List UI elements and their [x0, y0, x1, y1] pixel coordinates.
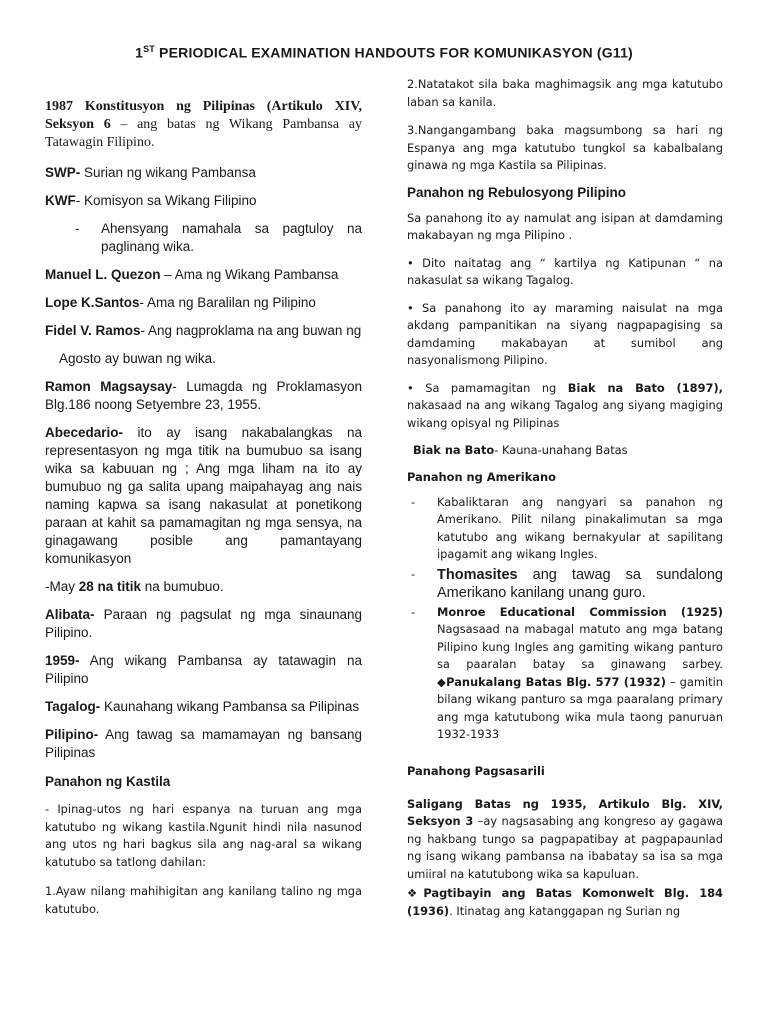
rebolusyon-bullet-3: • Sa pamamagitan ng Biak na Bato (1897), nakasaad na ang wikang Tagalog ang siyang magiging wikang opisyal ng Pilipinas [407, 380, 723, 430]
term-1959: 1959- Ang wikang Pambansa ay tatawagin na Pilipino [45, 653, 362, 686]
left-column [45, 76, 362, 918]
heading-rebolusyon: Panahon ng Rebulosyong Pilipino [407, 184, 626, 200]
konstitusyon-1987: 1987 Konstitusyon ng Pilipinas (Artikulo XIV, Seksyon 6 – ang batas ng Wikang Pambansa ay Tatawagin Filipino. [45, 99, 362, 150]
pagsasarili-komonwelt: ❖Pagtibayin ang Batas Komonwelt Blg. 184 (1936). Itinatag ang katanggapan ng Surian ng [407, 886, 723, 918]
amerikano-item-2: - Thomasites ang tawag sa sundalong Amerikano kanilang unang guro. [411, 566, 723, 601]
kwf-sub-item: - Ahensyang namahala sa pagtuloy na paglinang wika. [75, 221, 362, 254]
term-magsaysay: Ramon Magsaysay- Lumagda ng Proklamasyon Blg.186 noong Setyembre 23, 1955. [45, 379, 362, 412]
term-tagalog: Tagalog- Kaunahang wikang Pambansa sa Pilipinas [45, 699, 360, 714]
kastila-reason-3: 3.Nangangambang baka magsumbong sa hari ng Espanya ang mga katutubo tungkol sa kabalbalang ginawa ng mga Kastila sa Pilipinas. [407, 123, 723, 172]
kastila-paragraph: - Ipinag-utos ng hari espanya na turuan ang mga katutubo ng wikang kastila.Ngunit hindi nila nasunod ang utos ng hari bagkus sila ang nag-aral sa wikang katutubo sa tatlong dahilan: [45, 802, 362, 869]
term-quezon: Manuel L. Quezon – Ama ng Wikang Pambansa [45, 267, 339, 282]
term-pilipino: Pilipino- Ang tawag sa mamamayan ng bansang Pilipinas [45, 727, 362, 760]
rebolusyon-bullet-1: • Dito naitatag ang “ kartilya ng Katipunan “ na nakasulat sa wikang Tagalog. [407, 255, 723, 287]
kastila-reason-1: 1.Ayaw nilang mahihigitan ang kanilang talino ng mga katutubo. [45, 884, 362, 916]
kastila-reason-2: 2.Natatakot sila baka maghimagsik ang mga katutubo laban sa kanila. [407, 77, 723, 109]
term-abecedario: Abecedario- ito ay isang nakabalangkas na representasyon ng mga titik na bumubuo sa isang wika sa kabuuan ng ; Ang mga liham na ito ay bumubuo ng ga salita upang maipahayag ang nais naming kapwa sa isang nakasulat at ponetikong paraan at kahit sa pamamagitan ng mga sensya, na ginagawang posible ang pamantayang komunikasyon [45, 425, 362, 566]
may-28-titik: -May 28 na titik na bumubuo. [45, 579, 224, 594]
biak-na-bato: Biak na Bato- Kauna-unahang Batas [413, 443, 628, 457]
rebolusyon-paragraph: Sa panahong ito ay namulat ang isipan at damdaming makabayan ng mga Pilipino . [407, 210, 723, 242]
term-kwf: KWF- Komisyon sa Wikang Filipino [45, 193, 257, 208]
term-santos: Lope K.Santos- Ama ng Baralilan ng Pilipino [45, 295, 316, 310]
page-title: 1ST PERIODICAL EXAMINATION HANDOUTS FOR KOMUNIKASYON (G11) [135, 44, 633, 61]
term-swp: SWP- Surian ng wikang Pambansa [45, 165, 256, 180]
term-ramos: Fidel V. Ramos- Ang nagproklama na ang buwan ng [45, 323, 362, 338]
right-column [407, 76, 723, 920]
heading-amerikano: Panahon ng Amerikano [407, 469, 556, 484]
rebolusyon-bullet-2: • Sa panahong ito ay maraming naisulat na mga akdang pampanitikan na siyang nagpapagising sa damdaming makabayan at sumibol ang nasyonalismong Pilipino. [407, 300, 723, 367]
amerikano-item-3: - Monroe Educational Commission (1925) Nagsasaad na mabagal matuto ang mga batang Pilipino kung Ingles ang gamiting wikang panturo sa paaralan batay sa ginawang sarbey. ◆Panukalang Batas Blg. 577 (1932) – gamitin bilang wikang panturo sa mga paaralang primary ang mga katutubong wika mula taong panuruan 1932-1933 [411, 604, 723, 741]
heading-pagsasarili: Panahong Pagsasarili [407, 763, 545, 778]
amerikano-item-1: - Kabaliktaran ang nangyari sa panahon ng Amerikano. Pilit nilang pinakalimutan sa mga katutubo ang wikang bernakyular at sapilitang ipagamit ang wikang Ingles. [411, 494, 723, 561]
ramos-continued: Agosto ay buwan ng wika. [59, 351, 216, 366]
pagsasarili-saligang-batas: Saligang Batas ng 1935, Artikulo Blg. XIV, Seksyon 3 –ay nagsasabing ang kongreso ay gagawa ng hakbang tungo sa pagpapatibay at pagpapaunlad ng isang wikang pambansa na ibabatay sa isa sa mga umiiral na katutubong wika sa kapuluan. [407, 796, 723, 881]
heading-kastila: Panahon ng Kastila [45, 774, 171, 789]
term-alibata: Alibata- Paraan ng pagsulat ng mga sinaunang Pilipino. [45, 607, 362, 640]
